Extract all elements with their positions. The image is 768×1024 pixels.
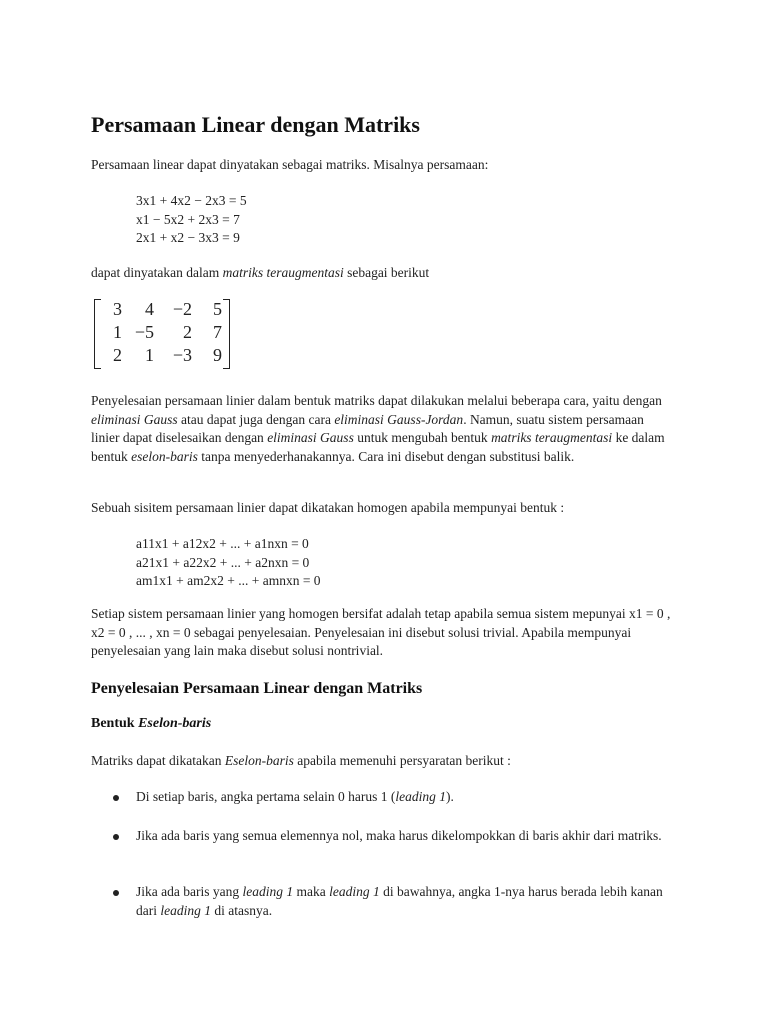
solution-methods-paragraph: Penyelesaian persamaan linier dalam bentuk matriks dapat dilakukan melalui beberapa cara, yaitu dengan eliminasi Gauss atau dapat juga dengan cara eliminasi Gauss-Jordan. Namun, suatu sistem persamaan linier dapat diselesaikan dengan eliminasi Gauss untuk mengubah bentuk matriks teraugmentasi ke dalam bentuk eselon-baris tanpa menyederhanakannya. Cara ini disebut dengan substitusi balik. bbox=[91, 393, 665, 464]
equation-3: 2x1 + x2 − 3x3 = 9 bbox=[136, 230, 240, 245]
matrix-right-bracket bbox=[223, 299, 230, 369]
bullet-icon bbox=[113, 829, 121, 837]
augmented-matrix bbox=[94, 297, 230, 369]
homogeneous-paragraph: Sebuah sisitem persamaan linier dapat dikatakan homogen apabila mempunyai bentuk : bbox=[91, 500, 565, 515]
list-item: Di setiap baris, angka pertama selain 0 harus 1 (leading 1). bbox=[136, 789, 454, 804]
bullet-icon bbox=[113, 790, 121, 798]
homogeneous-equation-1: a11x1 + a12x2 + ... + a1nxn = 0 bbox=[136, 536, 309, 551]
trivial-solution-paragraph: Setiap sistem persamaan linier yang homogen bersifat adalah tetap apabila semua sistem mepunyai x1 = 0 , x2 = 0 , ... , xn = 0 sebagai penyelesaian. Penyelesaian ini disebut solusi trivial. Apabila mempunyai penyelesaian yang lain maka disebut solusi nontrivial. bbox=[91, 606, 671, 658]
page-title: Persamaan Linear dengan Matriks bbox=[91, 112, 420, 137]
intro-paragraph: Persamaan linear dapat dinyatakan sebagai matriks. Misalnya persamaan: bbox=[91, 157, 489, 172]
matrix-cell: 5 bbox=[213, 299, 222, 319]
homogeneous-equation-3: am1x1 + am2x2 + ... + amnxn = 0 bbox=[136, 573, 321, 588]
matrix-cell: 3 bbox=[113, 299, 122, 319]
matrix-cell: 2 bbox=[183, 322, 192, 342]
homogeneous-equation-2: a21x1 + a22x2 + ... + a2nxn = 0 bbox=[136, 554, 310, 570]
matrix-cell: 7 bbox=[213, 322, 222, 342]
equation-2: x1 − 5x2 + 2x3 = 7 bbox=[136, 211, 240, 227]
bullet-icon bbox=[113, 885, 121, 893]
matrix-cell: 9 bbox=[213, 345, 222, 365]
list-item: Jika ada baris yang semua elemennya nol, maka harus dikelompokkan di baris akhir dari matriks. bbox=[136, 828, 662, 843]
matrix-cell: 2 bbox=[113, 345, 122, 365]
homogeneous-equations bbox=[136, 535, 321, 591]
section-heading: Penyelesaian Persamaan Linear dengan Matriks bbox=[91, 680, 423, 697]
equation-1: 3x1 + 4x2 − 2x3 = 5 bbox=[136, 193, 247, 208]
matrix-cell: 1 bbox=[113, 322, 122, 342]
subsection-heading: Bentuk Eselon-baris bbox=[91, 716, 212, 731]
augmented-intro-paragraph: dapat dinyatakan dalam matriks teraugmentasi sebagai berikut bbox=[91, 265, 430, 280]
matrix-cell: 4 bbox=[145, 299, 154, 319]
list-item: Jika ada baris yang leading 1 maka leading 1 di bawahnya, angka 1-nya harus berada lebih kanan dari leading 1 di atasnya. bbox=[136, 884, 663, 918]
matrix-cell: −2 bbox=[172, 299, 192, 319]
matrix-cell: −3 bbox=[172, 345, 192, 365]
matrix-cell: 1 bbox=[145, 345, 154, 365]
linear-equations bbox=[136, 192, 247, 248]
echelon-definition-paragraph: Matriks dapat dikatakan Eselon-baris apabila memenuhi persyaratan berikut : bbox=[91, 753, 511, 768]
matrix-cell: −5 bbox=[134, 322, 154, 342]
